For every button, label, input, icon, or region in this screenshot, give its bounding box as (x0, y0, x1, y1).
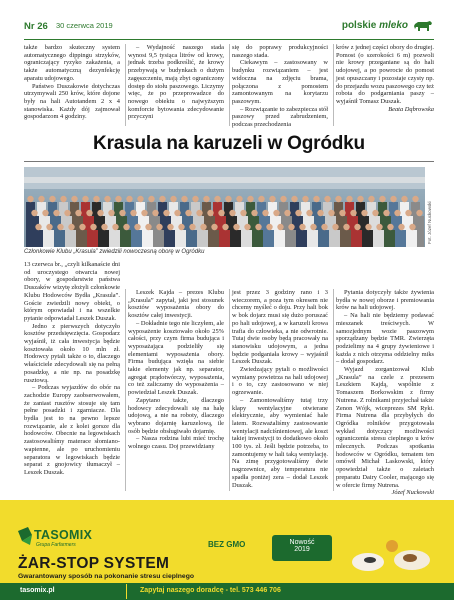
photo-person-head (277, 224, 283, 230)
photo-person-body (309, 230, 318, 247)
photo-person-head (97, 210, 103, 216)
photo-person-body (78, 230, 87, 247)
novelty-badge (272, 535, 332, 561)
photo-person-body (166, 230, 175, 247)
column-divider (229, 289, 230, 491)
paragraph: – Zamontowaliśmy tutaj trzy klapy wentylacyjne otwierane elektrycznie, aby wymieniać hale latem. Rozważaliśmy zastosowanie wentylacji nadciśnieniowej, ale koszt takiej inwestycji to dodatkowo około 100 tys. zł. Jeśli będzie potrzeba, to zamontujemy w hali taką wentylację. Na zimę przygotowaliśmy dwie nagrzewnice, aby temperatura nie spadła poniżej zera – dodał Leszek Duszak. (232, 396, 328, 489)
photo-person-head (306, 210, 312, 216)
photo-person-head (137, 196, 143, 202)
bottom-column-2 (128, 289, 224, 451)
photo-person-head (284, 210, 290, 216)
paragraph: – Podczas wyjazdów do obór na zachodzie Europy zaobserwowałem, że zaniast rusztów stosuje się tam pełne posadzki i zgarniacze. Dla bydła jest to na pewno lepsze rozwiązanie, ale z kolei gorsze dla hodowców. Obecnie na legowiskach zastosowaliśmy materace słomiano-wapienne, ale po uruchomieniu separatora w legowiskach będzie separat z gnojowicy tłumaczył – Leszek Duszak. (24, 384, 120, 476)
photo-person-head (57, 224, 63, 230)
photo-person-head (181, 196, 187, 202)
photo-person-head (416, 210, 422, 216)
brand-accent: mleko (379, 20, 408, 31)
photo-person-head (200, 224, 206, 230)
photo-person-head (141, 210, 147, 216)
column-divider (333, 289, 334, 491)
photo-person-head (60, 196, 66, 202)
photo-person-head (152, 210, 158, 216)
photo-person-head (302, 196, 308, 202)
photo-person-head (115, 196, 121, 202)
photo-person-body (34, 230, 43, 247)
issue-date: 30 czerwca 2019 (56, 21, 113, 30)
photo-person-head (156, 224, 162, 230)
column-divider (125, 44, 126, 126)
photo-person-head (335, 196, 341, 202)
group-photo (24, 167, 425, 247)
photo-person-body (342, 230, 351, 247)
photo-person-head (35, 224, 41, 230)
photo-person-head (394, 210, 400, 216)
paragraph: Pytania dotyczyły także żywienia bydła w nowej oborze i premiowania krów na hali udojowej. (336, 289, 434, 312)
photo-person-head (49, 196, 55, 202)
paragraph: krów z jednej części obory do drugiej. Pomost (o szerokości 6 m) pozwoli nie krowy przeganiane są do hali udojowej, a po powrocie do pomost jest opuszczany i pozostaje czysty np. do przejazdu wozu paszowego czy też robota do podgarniania paszy – wyjaśnił Tomasz Duszak. (336, 44, 434, 105)
photo-person-head (185, 210, 191, 216)
photo-person-head (233, 224, 239, 230)
author-signature: Beata Dąbrowska (388, 105, 434, 113)
brand-main: polskie (341, 20, 377, 31)
photo-person-head (401, 196, 407, 202)
photo-person-body (188, 230, 197, 247)
photo-person-head (108, 210, 114, 216)
photo-person-head (288, 224, 294, 230)
photo-person-head (46, 224, 52, 230)
paragraph: Leszek Kajda – prezes Klubu „Krasula” zapytał, jaki jest stosunek kosztów wyposażenia obory do kosztów całej inwestycji. (128, 289, 224, 320)
photo-person-head (104, 196, 110, 202)
brand-name (342, 20, 408, 31)
photo-person-head (225, 196, 231, 202)
issue-number: Nr 26 (24, 21, 48, 32)
photo-person-head (218, 210, 224, 216)
photo-person-head (251, 210, 257, 216)
photo-person-head (313, 196, 319, 202)
photo-person-body (100, 230, 109, 247)
photo-person-head (328, 210, 334, 216)
paragraph: się do poprawy produkcyjności naszego stada. (232, 44, 328, 59)
photo-person-head (145, 224, 151, 230)
photo-person-head (299, 224, 305, 230)
paragraph: 13 czerwca br., „czyli kilkanaście dni od uroczystego otwarcia nowej obory, w gospodarstwie państwa Duszaków wizytę złożyli członkowie Klubu Hodowców Bydła „Krasula”. Goście zwiedzili nowy obiekt, o którym opowiadał i na wszelkie pytanie odpowiadał Leszek Duszak. (24, 261, 120, 322)
top-column-4 (336, 44, 434, 113)
photo-person-body (45, 230, 54, 247)
photo-person-body (287, 230, 296, 247)
photo-person-head (365, 224, 371, 230)
photo-caption: Członkowie Klubu „Krasula” zwiedzili nowoczesną oborę w Ogródku (24, 249, 205, 255)
photo-person-head (280, 196, 286, 202)
photo-person-head (379, 196, 385, 202)
photo-person-head (64, 210, 70, 216)
photo-person-head (324, 196, 330, 202)
badge-label: Nowość (289, 539, 315, 546)
paragraph: Państwo Duszakowie dotychczas utrzymywali 250 krów, które dojone były na hali Autotandem 2 x 4 stanowiska. Każdy dój zajmował gospodarzom 4 godziny. (24, 82, 120, 121)
photo-person-head (119, 210, 125, 216)
photo-person-body (375, 230, 384, 247)
photo-person-head (167, 224, 173, 230)
photo-person-head (174, 210, 180, 216)
bottom-column-3 (232, 289, 328, 489)
photo-person-head (255, 224, 261, 230)
photo-person-head (53, 210, 59, 216)
photo-person-head (262, 210, 268, 216)
photo-person-head (31, 210, 37, 216)
top-column-2 (128, 44, 224, 121)
photo-person-body (111, 230, 120, 247)
photo-person-head (42, 210, 48, 216)
photo-person-body (155, 230, 164, 247)
ad-footer-divider (126, 584, 127, 599)
photo-person-head (258, 196, 264, 202)
photo-person-head (350, 210, 356, 216)
paragraph: Zapytano także, dlaczego hodowcy zdecydowali się na halę udojową, a nie na roboty, dlaczego wybrano dojarnię karuzelową, ile osób będzie obsługiwało dojarnię. (128, 396, 224, 435)
farm-animals-illustration-icon (340, 528, 440, 580)
photo-person-head (269, 196, 275, 202)
photo-person-head (214, 196, 220, 202)
photo-person-head (82, 196, 88, 202)
photo-person-head (244, 224, 250, 230)
photo-person-body (67, 230, 76, 247)
photo-person-head (339, 210, 345, 216)
photo-person-head (343, 224, 349, 230)
article-headline: Krasula na karuzeli w Ogródku (93, 133, 365, 154)
ad-phone: Zapytaj naszego doradcę - tel. 573 446 706 (140, 587, 281, 594)
paragraph: Ciekawym – zastosowany w budynku rozwiązaniem – jest widoczna na zdjęciu brama, połączona z pomostem zamontowanym na korytarzu paszowym. (232, 59, 328, 105)
photo-person-head (189, 224, 195, 230)
column-divider (333, 44, 334, 126)
bottom-column-4 (336, 289, 434, 497)
photo-person-body (133, 230, 142, 247)
ad-website-link[interactable]: tasomix.pl (20, 587, 55, 594)
photo-person-head (372, 210, 378, 216)
photo-person-head (354, 224, 360, 230)
photo-person-head (346, 196, 352, 202)
photo-person-head (68, 224, 74, 230)
photo-person-body (177, 230, 186, 247)
headline-rule (24, 161, 434, 162)
photo-person-head (236, 196, 242, 202)
photo-person-head (196, 210, 202, 216)
photo-person-body (331, 230, 340, 247)
photo-person-head (123, 224, 129, 230)
photo-person-head (390, 196, 396, 202)
photo-person-body (265, 230, 274, 247)
photo-person-head (148, 196, 154, 202)
paragraph: Jedno z pierwszych dotyczyło kosztów przedsięwzięcia. Gospodarz wyjaśnił, iż cała inwestycja będzie kosztowała około 10 mln zł. Hodowcy pytali także o to, dlaczego właściciele zdecydowali się na pełną posadzkę, a nie np. na posadzkę rusztową. (24, 322, 120, 384)
cow-icon (412, 18, 434, 34)
photo-person-head (211, 224, 217, 230)
top-column-1 (24, 44, 120, 121)
photo-person-body (298, 230, 307, 247)
photo-person-head (86, 210, 92, 216)
photo-person-head (273, 210, 279, 216)
photo-person-head (170, 196, 176, 202)
photo-person-head (240, 210, 246, 216)
photo-person-head (207, 210, 213, 216)
column-divider (229, 44, 230, 126)
ad-brand: TASOMIX (34, 528, 93, 542)
photo-person-body (56, 230, 65, 247)
photo-person-head (387, 224, 393, 230)
photo-person-head (222, 224, 228, 230)
photo-person-head (203, 196, 209, 202)
paragraph: – Na hali nie będziemy podawać mieszanek treściwych. W samozjednym wozie paszowym sporządzany będzie TMR. Zwierzęta podzielimy na 4 grupy żywieniowe i każda z nich otrzyma oddzielny miks – dodał gospodarz. (336, 312, 434, 366)
photo-person-body (397, 230, 406, 247)
photo-person-body (210, 230, 219, 247)
paragraph: Wyjazd zorganizował Klub „Krasula” na czele z prezesem Leszkiem Kajdą, wspólnie z Tomaszem Borkowskim z firmy Nutrena. Z rolnikami przyjechał także Zenon Wójk, wiceprezes SM Ryki. Firma Nutrena dla przybyłych do Ogródka rolników przygotowała wykład dotyczący możliwości ograniczenia stresu cieplnego u krów mlecznych. Podczas spotkania hodowców w Ogródku, tematem ten omówił Michał Laskowski, który opowiedział także o zaletach preparatu Dairy Cooler, mającego się w ofercie firmy Nutrena. (336, 366, 434, 489)
page-header (24, 18, 434, 40)
photo-person-head (229, 210, 235, 216)
photo-person-head (130, 210, 136, 216)
photo-person-head (27, 196, 33, 202)
photo-person-body (386, 230, 395, 247)
photo-person-head (93, 196, 99, 202)
photo-person-head (163, 210, 169, 216)
photo-person-body (276, 230, 285, 247)
paragraph: – Wydajność naszego stada wynosi 9,5 tysiąca litrów od krowy, jednak trzeba podkreślić, że krowy przebywają w budynkach o dużym zagęszczeniu, mają zbyt ograniczony dostęp do stołu paszowego. Liczymy więc, że po przeprowadzce do nowego obiektu o najwyższym komforcie bytowania zdecydowanie przyczyni (128, 44, 224, 121)
header-rule (24, 39, 434, 40)
top-column-3 (232, 44, 328, 129)
photo-person-head (134, 224, 140, 230)
paragraph: także bardzo skuteczny system automatycznego dippingu strzyków, ograniczający ryzyko zakażenia, a także automatyczną dezynfekcję aparatu udojowego. (24, 44, 120, 82)
photo-person-head (317, 210, 323, 216)
photo-person-head (376, 224, 382, 230)
photo-person-head (295, 210, 301, 216)
photo-person-body (221, 230, 230, 247)
photo-person-head (90, 224, 96, 230)
photo-person-head (178, 224, 184, 230)
photo-person-head (310, 224, 316, 230)
photo-credit: Fot. Józef Nuckowski (427, 201, 432, 244)
photo-person-head (405, 210, 411, 216)
photo-person-head (332, 224, 338, 230)
photo-person-head (409, 224, 415, 230)
photo-person-body (89, 230, 98, 247)
photo-person-head (368, 196, 374, 202)
photo-person-body (144, 230, 153, 247)
photo-person-head (38, 196, 44, 202)
photo-person-head (412, 196, 418, 202)
photo-person-body (353, 230, 362, 247)
author-signature: Józef Nuckowski (391, 489, 434, 497)
photo-person-head (75, 210, 81, 216)
photo-person-head (112, 224, 118, 230)
photo-person-body (408, 230, 417, 247)
photo-person-head (398, 224, 404, 230)
photo-person-head (247, 196, 253, 202)
bottom-column-1 (24, 261, 120, 477)
ad-subtitle: Gwarantowany sposób na pokonanie stresu cieplnego (18, 573, 194, 580)
badge-year: 2019 (294, 546, 310, 553)
photo-person-body (254, 230, 263, 247)
photo-person-head (159, 196, 165, 202)
photo-person-head (383, 210, 389, 216)
paragraph: – Dokładnie tego nie liczyłem, ale wyposażenie kosztowało około 25% całości, przy czym firma budująca i wyposażająca podzieliły się elementami wyposażenia obory. Firma budująca wzięła na siebie takie elementy jak np. separator, agregat prądotwórczy, wyposażenia, co też zaliczamy do wyposażenia – powiedział Leszek Duszak. (128, 319, 224, 397)
photo-person-head (192, 196, 198, 202)
ad-group: Grupa Farfarmers (36, 542, 76, 548)
photo-person-body (320, 230, 329, 247)
column-divider (125, 289, 126, 491)
photo-person-head (101, 224, 107, 230)
photo-person-head (291, 196, 297, 202)
photo-person-body (243, 230, 252, 247)
paragraph: jest przez 3 godziny rano i 3 wieczorem, a poza tym okresem nie chcemy myśleć o doju. Przy hali bok w bok dojarz musi się dużo poruszać po hali udojowej, a w karuzeli krowa trafia do człowieka, a nie odwrotnie. Tutaj dwie osoby będą pracowały na stanowisku udojowym, a jedna będzie podganiała krowy – wyjaśnił Leszek Duszak. (232, 289, 328, 366)
photo-person-head (321, 224, 327, 230)
ad-title: ŻAR-STOP SYSTEM (18, 555, 170, 572)
photo-person-head (361, 210, 367, 216)
photo-person-body (122, 230, 131, 247)
paragraph: – Rozwiązanie to zabezpiecza stół paszowy przed zabrudzeniem, podczas przechodzenia (232, 105, 328, 129)
photo-person-body (199, 230, 208, 247)
gmo-free-badge: BEZ GMO (208, 540, 246, 549)
photo-person-body (232, 230, 241, 247)
photo-person-head (126, 196, 132, 202)
photo-person-head (266, 224, 272, 230)
paragraph: Zwiedzający pytali o możliwości wymiany powietrza na hali udojowej i o to, czy zastosowano w niej ogrzewanie. (232, 366, 328, 397)
paragraph: – Nasza rodzina lubi mieć trochę wolnego czasu. Doj przewidziany (128, 435, 224, 451)
photo-person-head (71, 196, 77, 202)
photo-person-body (364, 230, 373, 247)
photo-person-head (357, 196, 363, 202)
photo-person-head (79, 224, 85, 230)
